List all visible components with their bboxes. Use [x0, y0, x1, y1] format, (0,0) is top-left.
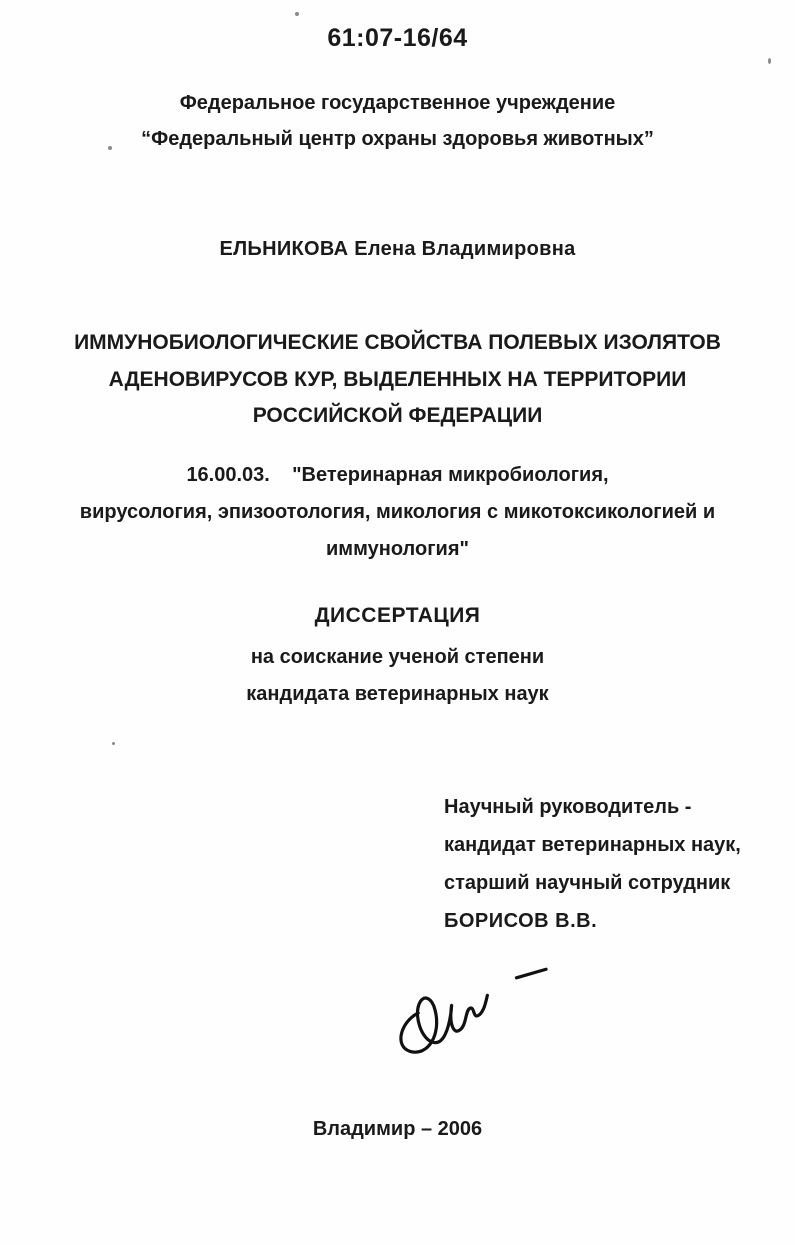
- city-year: Владимир – 2006: [312, 1118, 483, 1140]
- institution-line-2: “Федеральный центр охраны здоровья животных”: [141, 128, 654, 150]
- supervisor-line-3: старший научный сотрудник: [444, 872, 731, 894]
- thesis-subtitle-2: кандидата ветеринарных наук: [246, 683, 549, 705]
- supervisor-block: [444, 788, 741, 940]
- scan-speck: [108, 146, 112, 150]
- supervisor-line-2: кандидат ветеринарных наук,: [444, 834, 741, 856]
- supervisor-name: БОРИСОВ В.В.: [444, 910, 598, 932]
- scan-speck: [768, 58, 771, 64]
- handwritten-signature-icon: [377, 943, 573, 1073]
- specialty-line-3: иммунология": [326, 538, 469, 560]
- specialty-line-1: 16.00.03. "Ветеринарная микробиология,: [186, 464, 609, 486]
- catalog-number: 61:07-16/64: [327, 24, 468, 52]
- specialty-line-2: вирусология, эпизоотология, микология с микотоксикологией и: [79, 501, 716, 523]
- title-line-1: ИММУНОБИОЛОГИЧЕСКИЕ СВОЙСТВА ПОЛЕВЫХ ИЗОЛЯТОВ: [74, 331, 721, 354]
- scan-speck: [112, 742, 115, 745]
- thesis-type: ДИССЕРТАЦИЯ: [314, 604, 481, 627]
- supervisor-line-1: Научный руководитель -: [444, 796, 692, 818]
- institution-line-1: Федеральное государственное учреждение: [179, 92, 616, 114]
- title-line-3: РОССИЙСКОЙ ФЕДЕРАЦИИ: [252, 404, 543, 427]
- thesis-subtitle-1: на соискание ученой степени: [250, 646, 545, 668]
- title-line-2: АДЕНОВИРУСОВ КУР, ВЫДЕЛЕННЫХ НА ТЕРРИТОРИИ: [108, 368, 687, 391]
- scan-speck: [295, 12, 299, 16]
- author-name: ЕЛЬНИКОВА Елена Владимировна: [219, 238, 576, 260]
